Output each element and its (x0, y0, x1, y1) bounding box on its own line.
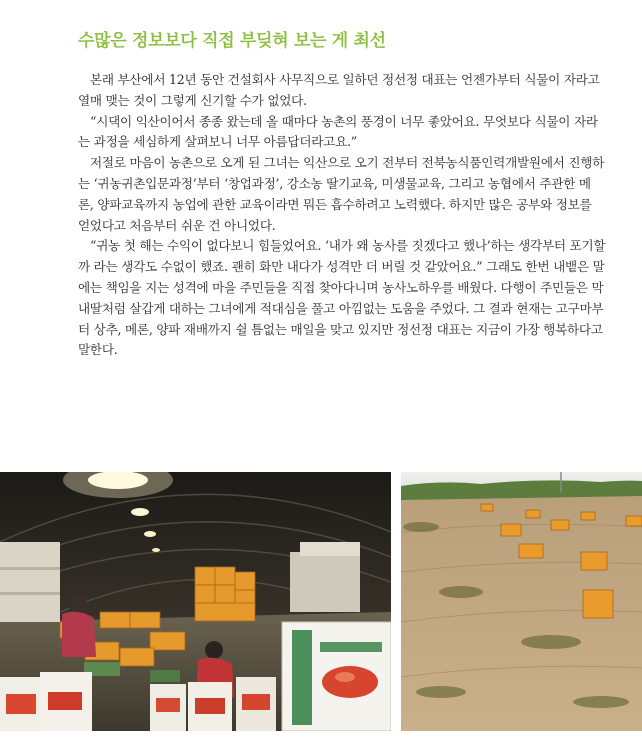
paragraph: “시댁이 익산이어서 종종 왔는데 올 때마다 농촌의 풍경이 너무 좋았어요. 무엇보다 식물이 자라는 과정을 세심하게 살펴보니 너무 아름답더라고요.” (78, 113, 598, 150)
section-heading: 수많은 정보보다 직접 부딪혀 보는 게 최선 (78, 31, 386, 51)
paragraph: 본래 부산에서 12년 동안 건설회사 사무직으로 일하던 정선정 대표는 언젠가부터 식물이 자라고 열매 맺는 것이 그렇게 신기할 수가 없었다. (78, 72, 600, 108)
paragraph: “귀농 첫 해는 수익이 없다보니 힘들었어요. ‘내가 왜 농사를 짓겠다고 했나’하는 생각부터 포기할까 라는 생각도 수없이 했죠. 괜히 화만 내다가 성격만 더 버릴 것 같았어요.” 그래도 한번 내뱉은 말에는 책임을 지는 성격에 마을 주민들을 직접 찾아다니며 농사노하우를 배웠다. 다행이 주민들은 막내딸처럼 살갑게 대하는 그녀에게 적대심을 풀고 아낌없는 도움을 주었다. 그 결과 현재는 고구마부터 상추, 메론, 양파 재배까지 쉴 틈없는 매일을 맞고 있지만 정선정 대표는 지금이 가장 행복하다고 말한다. (78, 238, 606, 358)
article-body (78, 70, 606, 361)
greenhouse-packing-photo (0, 472, 391, 731)
photo-row (0, 472, 642, 732)
paragraph: 저절로 마음이 농촌으로 오게 된 그녀는 익산으로 오기 전부터 전북농식품인력개발원에서 진행하는 ‘귀농귀촌입문과정’부터 ‘창업과정’, 강소농 딸기교육, 미생물교육, 그리고 농협에서 주관한 메론, 양파교육까지 농업에 관한 교육이라면 뭐든 흡수하려고 노력했다. 하지만 많은 공부와 정보를 얻었다고 처음부터 쉬운 건 아니었다. (78, 155, 605, 233)
sweet-potato-field-photo (401, 472, 642, 731)
